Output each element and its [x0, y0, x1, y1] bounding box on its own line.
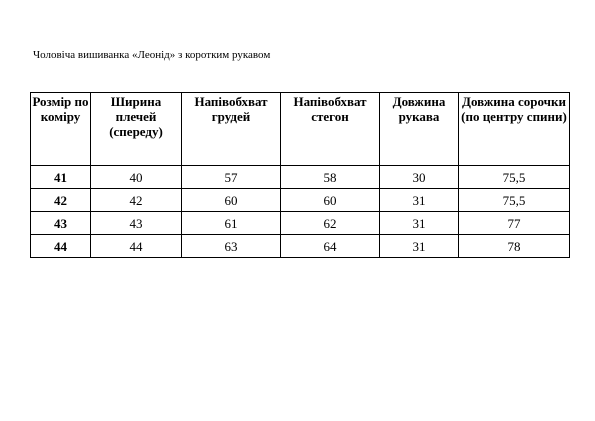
shoulder-width-cell: 40	[91, 166, 182, 189]
table-row	[31, 189, 570, 212]
sleeve-length-cell: 31	[380, 212, 459, 235]
sleeve-length-cell: 30	[380, 166, 459, 189]
half-hips-cell: 58	[281, 166, 380, 189]
collar-size-cell: 44	[31, 235, 91, 258]
header-shoulder-width: Ширина плечей (спереду)	[91, 93, 182, 166]
half-hips-cell: 64	[281, 235, 380, 258]
table-row	[31, 235, 570, 258]
header-sleeve-length: Довжина рукава	[380, 93, 459, 166]
half-chest-cell: 63	[182, 235, 281, 258]
shoulder-width-cell: 43	[91, 212, 182, 235]
header-half-chest: Напівобхват грудей	[182, 93, 281, 166]
collar-size-cell: 41	[31, 166, 91, 189]
header-half-hips: Напівобхват стегон	[281, 93, 380, 166]
collar-size-cell: 42	[31, 189, 91, 212]
half-chest-cell: 57	[182, 166, 281, 189]
shoulder-width-cell: 42	[91, 189, 182, 212]
table-header-row	[31, 93, 570, 166]
header-collar-size: Розмір по коміру	[31, 93, 91, 166]
sleeve-length-cell: 31	[380, 189, 459, 212]
shoulder-width-cell: 44	[91, 235, 182, 258]
size-chart-table	[30, 92, 570, 258]
half-hips-cell: 62	[281, 212, 380, 235]
header-shirt-length: Довжина сорочки (по центру спини)	[459, 93, 570, 166]
shirt-length-cell: 78	[459, 235, 570, 258]
collar-size-cell: 43	[31, 212, 91, 235]
table-row	[31, 212, 570, 235]
document-title: Чоловіча вишиванка «Леонід» з коротким рукавом	[33, 49, 271, 61]
table-row	[31, 166, 570, 189]
shirt-length-cell: 77	[459, 212, 570, 235]
half-hips-cell: 60	[281, 189, 380, 212]
half-chest-cell: 61	[182, 212, 281, 235]
shirt-length-cell: 75,5	[459, 189, 570, 212]
shirt-length-cell: 75,5	[459, 166, 570, 189]
sleeve-length-cell: 31	[380, 235, 459, 258]
half-chest-cell: 60	[182, 189, 281, 212]
